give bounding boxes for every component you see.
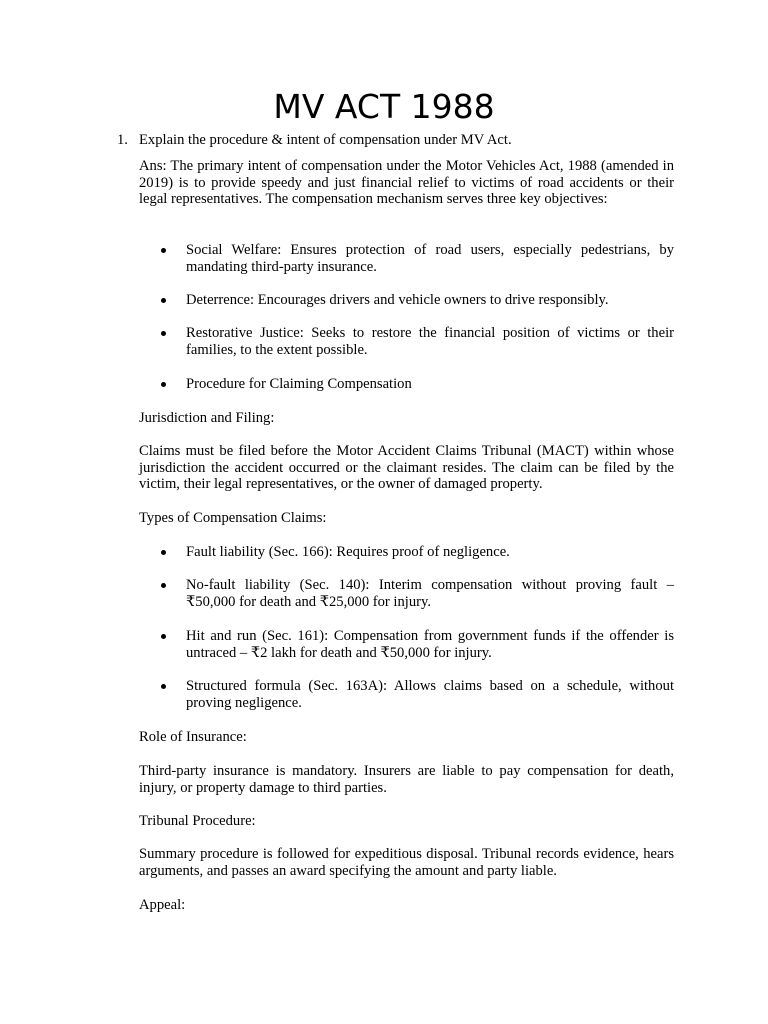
bullet-icon (161, 583, 166, 588)
list-item-text: Fault liability (Sec. 166): Requires proof of negligence. (186, 544, 510, 560)
bullet-icon (161, 248, 166, 253)
section-heading-appeal: Appeal: (139, 897, 186, 913)
jurisdiction-paragraph: Claims must be filed before the Motor Accident Claims Tribunal (MACT) within whose jurisdiction the accident occurred or the claimant resides. The claim can be filed by the victim, their legal representatives, or the owner of damaged property. (139, 443, 674, 493)
question-text: Explain the procedure & intent of compensation under MV Act. (139, 132, 512, 148)
section-heading-types: Types of Compensation Claims: (139, 510, 327, 526)
list-item-text: Hit and run (Sec. 161): Compensation from government funds if the offender is untraced – ₹2 lakh for death and ₹50,000 for injury. (186, 628, 674, 661)
answer-intro: Ans: The primary intent of compensation under the Motor Vehicles Act, 1988 (amended in 2019) is to provide speedy and just financial relief to victims of road accidents or their legal representatives. The compensation mechanism serves three key objectives: (139, 158, 674, 208)
bullet-icon (161, 331, 166, 336)
section-heading-tribunal: Tribunal Procedure: (139, 813, 256, 829)
list-item-text: No-fault liability (Sec. 140): Interim compensation without proving fault – ₹50,000 for death and ₹25,000 for injury. (186, 577, 674, 610)
section-heading-insurance: Role of Insurance: (139, 729, 247, 745)
list-item-text: Deterrence: Encourages drivers and vehicle owners to drive responsibly. (186, 292, 609, 308)
document-title: MV ACT 1988 (273, 87, 495, 126)
bullet-icon (161, 634, 166, 639)
bullet-icon (161, 298, 166, 303)
tribunal-paragraph: Summary procedure is followed for expeditious disposal. Tribunal records evidence, hears arguments, and passes an award specifying the amount and party liable. (139, 846, 674, 879)
list-item-text: Social Welfare: Ensures protection of road users, especially pedestrians, by mandating third-party insurance. (186, 242, 674, 275)
list-item-text: Restorative Justice: Seeks to restore the financial position of victims or their families, to the extent possible. (186, 325, 674, 358)
insurance-paragraph: Third-party insurance is mandatory. Insurers are liable to pay compensation for death, injury, or property damage to third parties. (139, 763, 674, 796)
section-heading-jurisdiction: Jurisdiction and Filing: (139, 410, 275, 426)
list-item-text: Procedure for Claiming Compensation (186, 376, 412, 392)
bullet-icon (161, 550, 166, 555)
list-item-text: Structured formula (Sec. 163A): Allows claims based on a schedule, without proving negligence. (186, 678, 674, 711)
question-number: 1. (117, 132, 128, 148)
bullet-icon (161, 684, 166, 689)
bullet-icon (161, 382, 166, 387)
